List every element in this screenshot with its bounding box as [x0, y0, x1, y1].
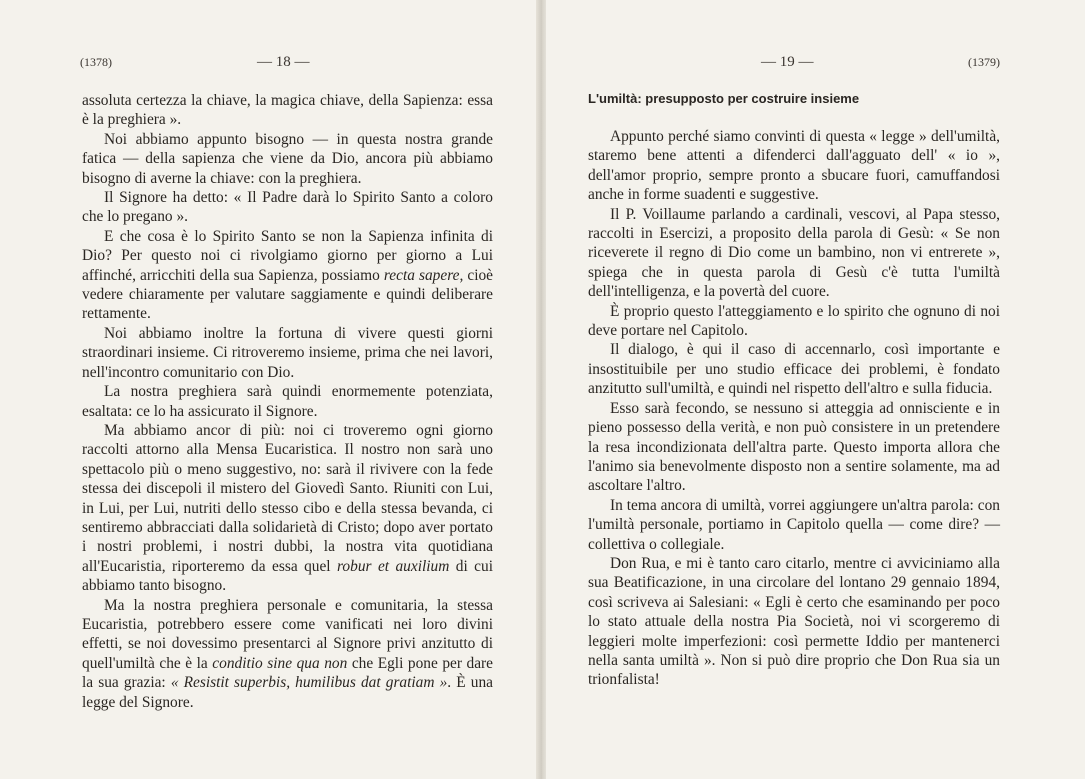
paragraph: Il P. Voillaume parlando a cardinali, vescovi, al Papa stesso, raccolti in Esercizi, a proposito della parola di Gesù: « Se non riceverete il regno di Dio come un bambino, non vi entrerete », spiega che in questa parola di Gesù c'è tutta l'umiltà dell'intelligenza, e la povertà del cuore. [588, 205, 1000, 301]
italic-phrase: recta sapere, [383, 266, 464, 284]
left-folio: (1378) [80, 55, 112, 69]
paragraph: Appunto perché siamo convinti di questa « legge » dell'umiltà, staremo bene attenti a difenderci dall'agguato dell' « io », dell'amor proprio, sempre pronto a sbucare fuori, camuffandosi anche in forme suadenti e suggestive. [588, 128, 1000, 204]
paragraph: Il dialogo, è qui il caso di accennarlo, così importante e insostituibile per uno studio efficace dei problemi, è fondato anzitutto sull'umiltà, e quindi nel rispetto dell'altro e sulla fiducia. [588, 341, 1000, 398]
paragraph: È proprio questo l'atteggiamento e lo spirito che ognuno di noi deve portare nel Capitolo. [588, 302, 1000, 340]
left-page-number: — 18 — [257, 54, 310, 70]
paragraph: Noi abbiamo inoltre la fortuna di vivere questi giorni straordinari insieme. Ci ritroveremo insieme, prima che nei lavori, nell'incontro comunitario con Dio. [82, 324, 493, 381]
left-body-text [82, 91, 493, 712]
paragraph: assoluta certezza la chiave, la magica chiave, della Sapienza: essa è la preghiera ». [82, 92, 493, 129]
right-body-text [588, 127, 1000, 690]
paragraph: Esso sarà fecondo, se nessuno si atteggia ad onnisciente e in pieno possesso della verità, e non può consistere in un pretendere la resa incondizionata dell'altra parte. Questo importa allora che l'animo sia benevolmente disposto non a sentire solamente, ma ad ascoltare l'altro. [588, 399, 1000, 495]
paragraph: La nostra preghiera sarà quindi enormemente potenziata, esaltata: ce lo ha assicurato il Signore. [82, 383, 493, 420]
paragraph: E che cosa è lo Spirito Santo se non la Sapienza infinita di Dio? Per questo noi ci rivolgiamo giorno per giorno a Lui affinché, arricchiti della sua Sapienza, possiamo recta sapere, cioè vedere chiaramente per valutare saggiamente e quindi deliberare rettamente. [82, 227, 493, 323]
paragraph: In tema ancora di umiltà, vorrei aggiungere un'altra parola: con l'umiltà personale, portiamo in Capitolo quella — come dire? — collettiva o collegiale. [588, 496, 1000, 553]
paragraph: Don Rua, e mi è tanto caro citarlo, mentre ci avviciniamo alla sua Beatificazione, in una circolare del lontano 29 gennaio 1894, così scriveva ai Salesiani: « Egli è certo che esaminando per poco lo stato attuale della nostra Pia Società, noi vi scorgeremo di leggieri molte imperfezioni: così permette Iddio per mantenerci nella santa umiltà ». Non si può dire proprio che Don Rua sia un trionfalista! [588, 554, 1000, 689]
left-page [0, 0, 538, 779]
italic-phrase: robur et auxilium [337, 557, 450, 575]
paragraph: Il Signore ha detto: « Il Padre darà lo Spirito Santo a coloro che lo pregano ». [82, 189, 493, 226]
right-page [546, 0, 1085, 779]
right-page-number: — 19 — [761, 54, 814, 70]
italic-phrase: « Resistit superbis, humilibus dat gratiam » [170, 674, 448, 692]
italic-phrase: conditio sine qua non [212, 654, 348, 672]
paragraph: Ma abbiamo ancor di più: noi ci troveremo ogni giorno raccolti attorno alla Mensa Eucaristica. Il nostro non sarà uno spettacolo più o meno suggestivo, no: sarà il rivivere con la fede stessa dei discepoli il mistero del Giovedì Santo. Riuniti con Lui, in Lui, per Lui, nutriti dello stesso cibo e della stessa bevanda, ci sentiremo abbracciati dalla solidarietà di Cristo; dopo aver portato i nostri problemi, i nostri dubbi, la nostra vita quotidiana all'Eucaristia, riporteremo da essa quel robur et auxilium di cui abbiamo tanto bisogno. [82, 421, 493, 595]
right-folio: (1379) [968, 55, 1000, 69]
paragraph: Ma la nostra preghiera personale e comunitaria, la stessa Eucaristia, potrebbero essere come vanificati nei loro divini effetti, se noi dovessimo presentarci al Signore privi anzitutto di quell'umiltà che è la conditio sine qua non che Egli pone per dare la sua grazia: « Resistit superbis, humilibus dat gratiam ». È una legge del Signore. [82, 596, 494, 711]
paragraph: Noi abbiamo appunto bisogno — in questa nostra grande fatica — della sapienza che viene da Dio, ancora più abbiamo bisogno di averne la chiave: con la preghiera. [82, 130, 493, 187]
section-heading: L'umiltà: presupposto per costruire insieme [588, 91, 860, 106]
